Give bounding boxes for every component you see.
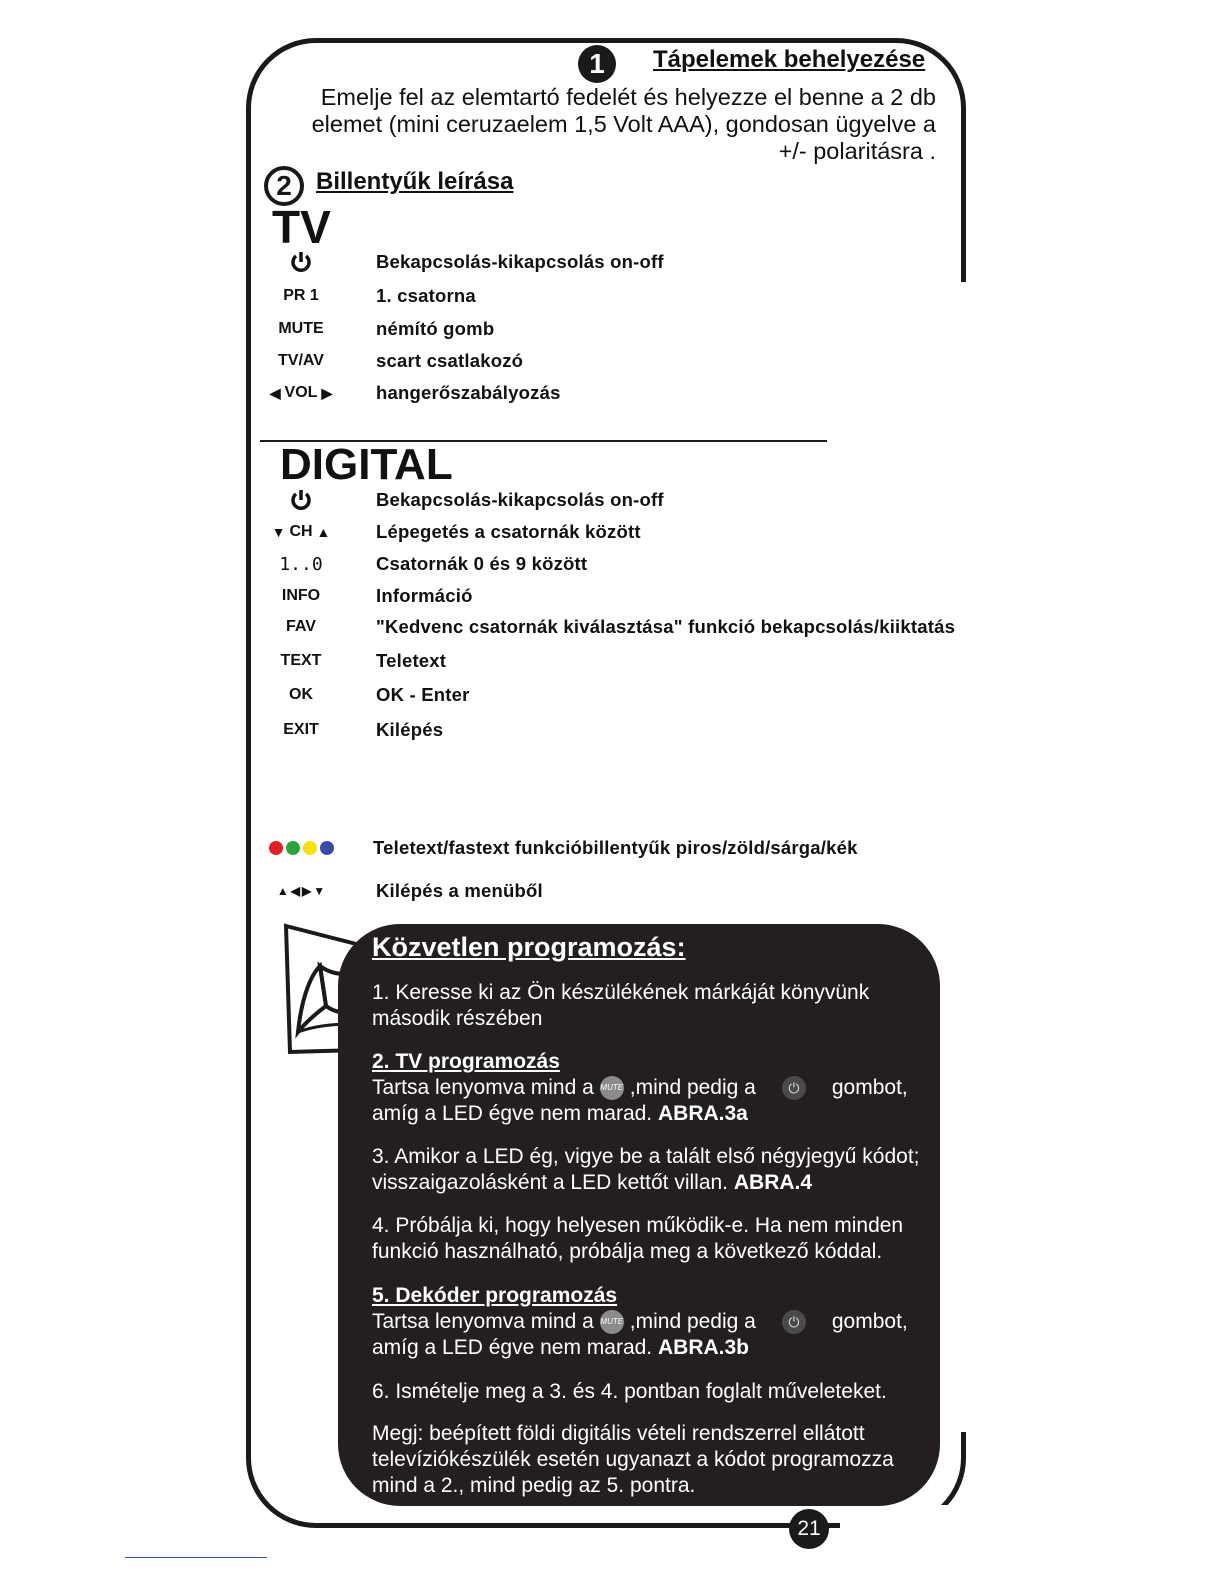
ch-key-label: CH <box>289 523 313 540</box>
digital-title: DIGITAL <box>280 440 453 489</box>
power-button-icon: ⏻ <box>782 1076 806 1100</box>
down-arrow-icon: ▼ <box>271 524 286 540</box>
tv-row-tvav: TV/AV scart csatlakozó <box>258 346 344 376</box>
step6-text: 6. Ismételje meg a 3. és 4. pontban foglalt műveleteket. <box>372 1380 887 1403</box>
step5-block: 5. Dekóder programozás Tartsa lenyomva mind a MUTE ,mind pedig a ⏻ gombot, amíg a LED égve nem marad. ABRA.3b <box>372 1283 932 1361</box>
step2-title: 2. TV programozás <box>372 1050 560 1073</box>
tvav-key-label: TV/AV <box>278 352 324 369</box>
programming-title: Közvetlen programozás: <box>372 932 686 962</box>
step-2-badge: 2 <box>264 166 304 206</box>
step3-block: 3. Amikor a LED ég, vigye be a talált első négyjegyű kódot; visszaigazolásként a LED kettőt villan. ABRA.4 <box>372 1145 920 1194</box>
text-key-label: TEXT <box>280 652 322 669</box>
step2-block: 2. TV programozás Tartsa lenyomva mind a MUTE ,mind pedig a ⏻ gombot, amíg a LED égve nem marad. ABRA.3a <box>372 1049 932 1127</box>
step-1-badge: 1 <box>578 45 616 83</box>
step4-text: 4. Próbálja ki, hogy helyesen működik-e. Ha nem minden funkció használható, próbálja meg a következő kóddal. <box>372 1214 904 1263</box>
digital-row-color-keys: Teletext/fastext funkcióbillentyűk piros/zöld/sárga/kék <box>258 833 344 863</box>
fav-key-label: FAV <box>286 618 316 635</box>
digital-row-ok: OK OK - Enter <box>258 680 344 710</box>
page-number: 21 <box>789 1509 829 1549</box>
digital-row-exit: EXIT Kilépés <box>258 715 344 745</box>
programming-box <box>338 924 940 1506</box>
digital-row-digits: 1..0 Csatornák 0 és 9 között <box>258 549 344 579</box>
note-text: Megj: beépített földi digitális vételi rendszerrel ellátott televíziókészülék esetén ugyanazt a kódot programozza mind a 2., mind pedig az 5. pontra. <box>372 1422 894 1497</box>
footer-line <box>125 1557 267 1558</box>
blue-dot-icon <box>320 841 334 855</box>
right-arrow-icon: ▶ <box>321 384 333 401</box>
tv-row-mute: MUTE némító gomb <box>258 314 344 344</box>
battery-instructions: Emelje fel az elemtartó fedelét és helyezze el benne a 2 db elemet (mini ceruzaelem 1,5 Volt AAA), gondosan ügyelve a +/- polaritásra . <box>311 84 936 164</box>
step5-title: 5. Dekóder programozás <box>372 1284 618 1307</box>
digital-row-fav: FAV "Kedvenc csatornák kiválasztása" funkció bekapcsolás/kiiktatás <box>258 612 344 642</box>
mute-key-label: MUTE <box>278 320 324 337</box>
digital-row-text: TEXT Teletext <box>258 646 344 676</box>
red-dot-icon <box>269 841 283 855</box>
left-arrow-icon: ◀ <box>269 384 281 401</box>
exit-key-label: EXIT <box>283 721 319 738</box>
info-key-label: INFO <box>281 587 321 604</box>
color-keys-icon <box>258 841 344 855</box>
step1-text: 1. Keresse ki az Ön készülékének márkáját könyvünk második részében <box>372 981 870 1030</box>
tv-row-power: Bekapcsolás-kikapcsolás on-off <box>258 247 344 277</box>
digital-row-arrow-keys: ▲ ◀ ▶ ▼ Kilépés a menüből <box>258 876 344 906</box>
power-icon <box>258 250 344 274</box>
digits-key-label: 1..0 <box>279 553 323 575</box>
ok-key-label: OK <box>289 686 313 703</box>
tv-row-pr1: PR 1 1. csatorna <box>258 281 344 311</box>
battery-title: Tápelemek behelyezése <box>653 46 926 73</box>
up-arrow-icon: ▲ <box>316 524 331 540</box>
arrow-keys-icon: ▲ ◀ ▶ ▼ <box>276 884 326 898</box>
keys-title: Billentyűk leírása <box>316 168 514 195</box>
green-dot-icon <box>286 841 300 855</box>
mute-button-icon: MUTE <box>600 1310 624 1334</box>
tv-row-vol: ◀ VOL ▶ hangerőszabályozás <box>269 382 561 403</box>
yellow-dot-icon <box>303 841 317 855</box>
power-button-icon: ⏻ <box>782 1310 806 1334</box>
digital-row-info: INFO Információ <box>258 581 344 611</box>
pr1-key-label: PR 1 <box>283 287 319 304</box>
digital-row-ch: ▼ CH ▲ Lépegetés a csatornák között <box>271 521 641 542</box>
tv-title: TV <box>272 201 331 253</box>
vol-key-label: VOL <box>284 384 318 401</box>
digital-row-power: Bekapcsolás-kikapcsolás on-off <box>258 485 344 515</box>
power-icon <box>258 488 344 512</box>
mute-button-icon: MUTE <box>600 1076 624 1100</box>
